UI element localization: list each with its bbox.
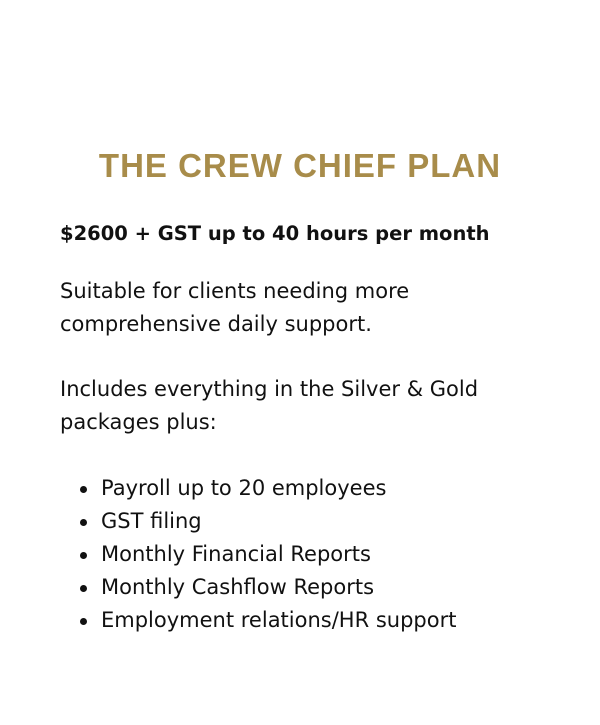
- feature-label: Employment relations/HR support: [101, 608, 457, 632]
- bullet-icon: [80, 486, 87, 493]
- feature-item: [60, 538, 456, 571]
- feature-item: [60, 571, 456, 604]
- plan-price: $2600 + GST up to 40 hours per month: [60, 222, 490, 245]
- feature-item: [60, 604, 456, 637]
- plan-includes-text: Includes everything in the Silver & Gold packages plus:: [60, 377, 479, 434]
- feature-item: [60, 505, 456, 538]
- bullet-icon: [80, 552, 87, 559]
- bullet-icon: [80, 519, 87, 526]
- feature-label: GST filing: [101, 509, 202, 533]
- bullet-icon: [80, 585, 87, 592]
- feature-label: Payroll up to 20 employees: [101, 476, 387, 500]
- feature-label: Monthly Financial Reports: [101, 542, 371, 566]
- plan-description: Suitable for clients needing more comprehensive daily support.: [60, 279, 410, 336]
- feature-label: Monthly Cashflow Reports: [101, 575, 375, 599]
- plan-title: THE CREW CHIEF PLAN: [98, 147, 502, 184]
- bullet-icon: [80, 618, 87, 625]
- feature-item: [60, 472, 456, 505]
- feature-list: [60, 472, 456, 637]
